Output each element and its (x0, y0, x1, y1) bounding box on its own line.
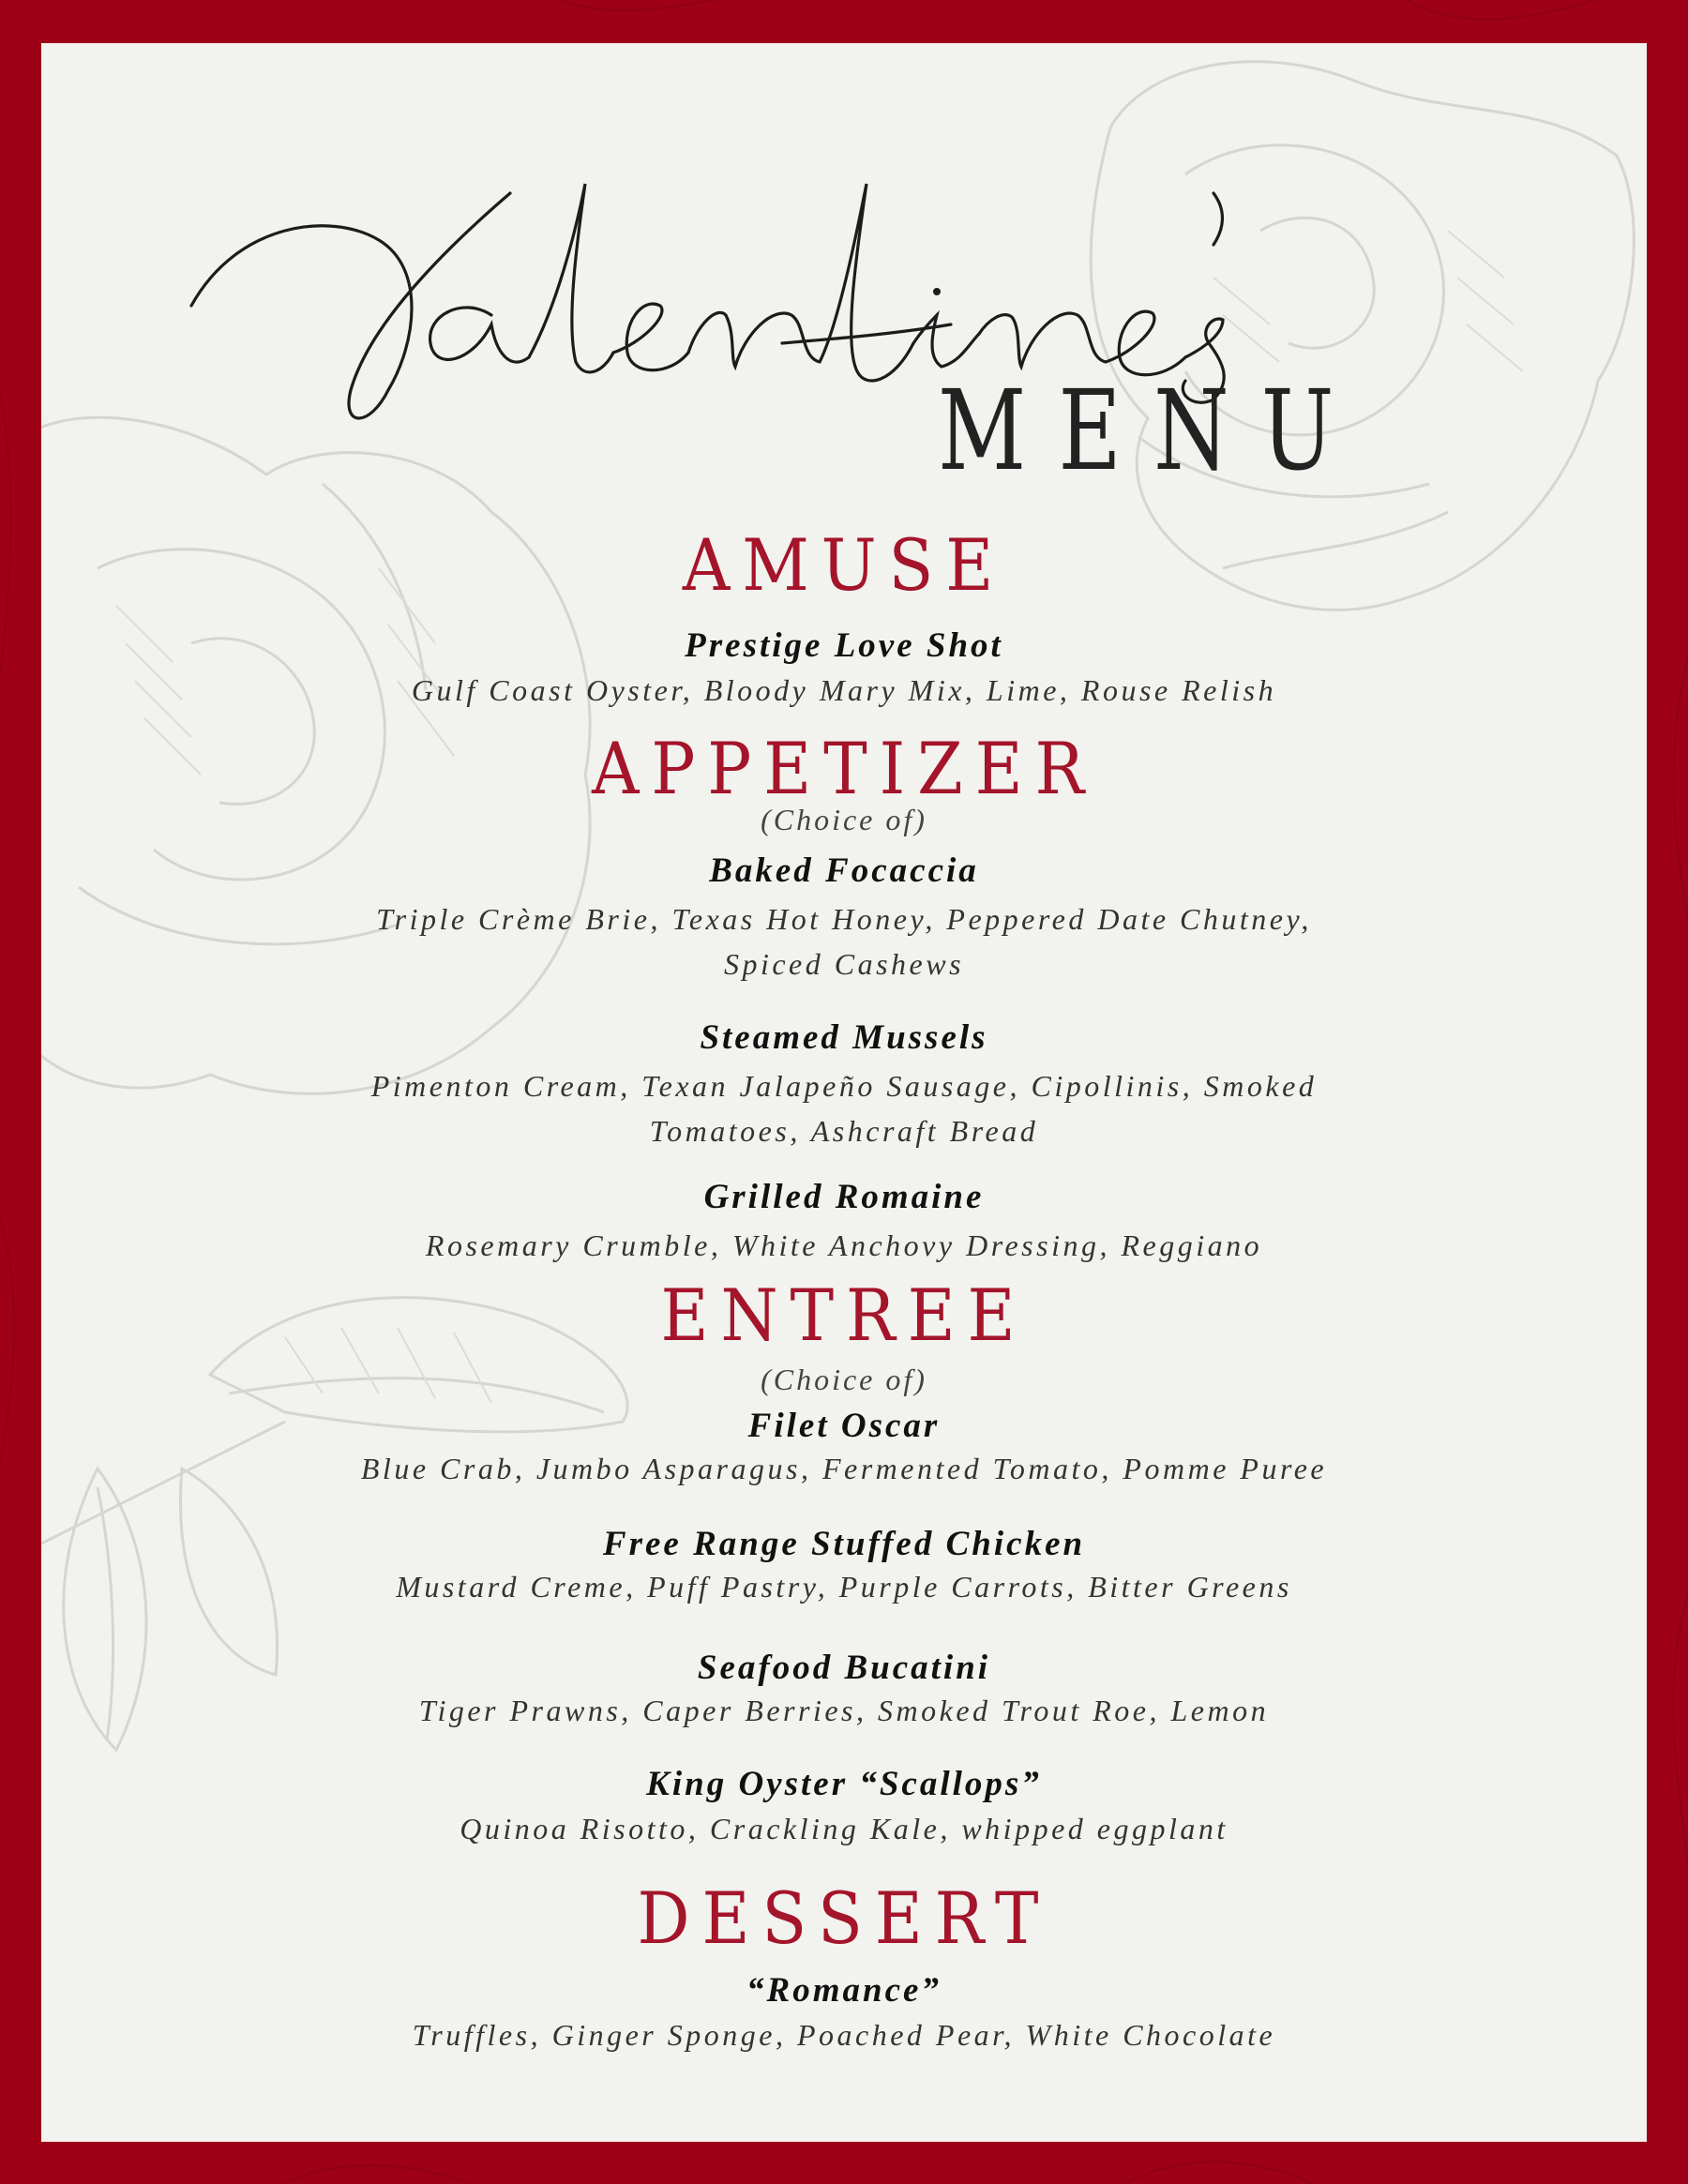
dish-name: Prestige Love Shot (685, 626, 1003, 665)
dish-name: Filet Oscar (747, 1407, 941, 1445)
section-title-dessert: DESSERT (637, 1876, 1051, 1960)
dish-name: Steamed Mussels (700, 1018, 988, 1057)
description-line: Spiced Cashews (723, 947, 965, 981)
section-title-entree: ENTREE (660, 1273, 1028, 1357)
dish-description (328, 1223, 1360, 1268)
dish-name: “Romance” (746, 1971, 942, 2010)
dish-name: Free Range Stuffed Chicken (602, 1525, 1086, 1563)
dish-name: Grilled Romaine (703, 1178, 985, 1216)
dish-description (328, 1063, 1360, 1153)
dish-description (328, 1688, 1360, 1733)
valentines-script-title (182, 156, 1589, 456)
dish-description (328, 1564, 1360, 1609)
description-line: Pimenton Cream, Texan Jalapeño Sausage, Cipollinis, Smoked (370, 1069, 1318, 1103)
description-line: Rosemary Crumble, White Anchovy Dressing, Reggiano (425, 1228, 1263, 1262)
description-line: Mustard Creme, Puff Pastry, Purple Carrots, Bitter Greens (396, 1570, 1292, 1604)
dish-name: Seafood Bucatini (697, 1649, 991, 1687)
description-line: Tomatoes, Ashcraft Bread (649, 1114, 1039, 1148)
dish-description (328, 668, 1360, 713)
description-line: Gulf Coast Oyster, Bloody Mary Mix, Lime, Rouse Relish (411, 673, 1277, 707)
dish-name: King Oyster “Scallops” (646, 1765, 1042, 1803)
section-title-appetizer: APPETIZER (591, 727, 1097, 810)
section-title-amuse: AMUSE (682, 523, 1006, 607)
description-line: Triple Crème Brie, Texas Hot Honey, Peppered Date Chutney, (376, 902, 1312, 936)
description-line: Truffles, Ginger Sponge, Poached Pear, White Chocolate (412, 2018, 1276, 2052)
description-line: Quinoa Risotto, Crackling Kale, whipped eggplant (460, 1812, 1228, 1845)
description-line: Tiger Prawns, Caper Berries, Smoked Trout Roe, Lemon (418, 1694, 1270, 1727)
dish-description (328, 2012, 1360, 2057)
dish-name: Baked Focaccia (709, 851, 979, 890)
dish-description (328, 1806, 1360, 1851)
choice-note: (Choice of) (761, 803, 927, 836)
dish-description (328, 896, 1360, 987)
choice-note: (Choice of) (761, 1363, 927, 1396)
menu-subtitle: MENU (938, 366, 1366, 495)
dish-description (328, 1446, 1360, 1491)
description-line: Blue Crab, Jumbo Asparagus, Fermented Tomato, Pomme Puree (360, 1452, 1328, 1485)
